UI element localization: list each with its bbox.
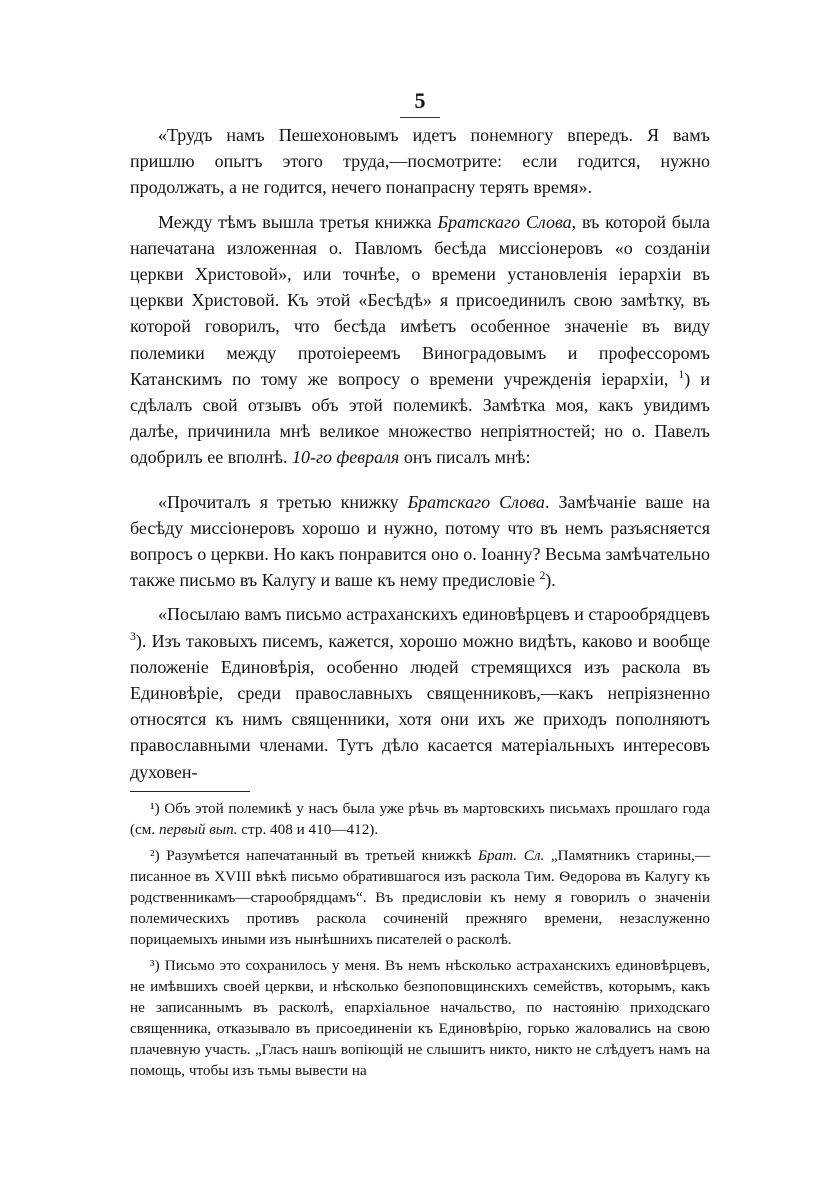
date-emphasis: 10-го февраля: [291, 447, 400, 468]
footnote-divider: [130, 791, 250, 792]
footnote-3: ³) Письмо это сохранилось у меня. Въ немъ нѣсколько астраханскихъ единовѣрцевъ, не имѣвшихъ своей церкви, и нѣсколько безпоповщинскихъ семействъ, которымъ, какъ не записаннымъ въ расколѣ, епархіальное начальство, по настоянію приходскаго священника, отказывало въ присоединеніи къ Единовѣрію, горько жаловались на свою плачевную участь. „Гласъ нашъ вопіющій не слышитъ никто, никто не слѣдуетъ намъ на помощь, чтобы изъ тьмы вывести на: [130, 956, 710, 1079]
footnotes: [130, 798, 710, 1081]
page: [130, 88, 710, 1081]
footnote-ref-1: 1: [678, 367, 685, 381]
footnote-ref-2: 2: [539, 569, 546, 583]
journal-title: Братскаго Слова: [437, 211, 572, 232]
page-number: 5: [130, 88, 710, 114]
footnote-1: ¹) Объ этой полемикѣ у насъ была уже рѣчь въ мартовскихъ письмахъ прошлаго года (см. первый вып. стр. 408 и 410—412).: [130, 799, 710, 838]
paragraph-2: Между тѣмъ вышла третья книжка Братскаго Слова, въ которой была напечатана изложенная о. Павломъ бесѣда миссіонеровъ «о созданіи церкви Христовой», или точнѣе, о времени установленія іерархіи въ церкви Христовой. Къ этой «Бесѣдѣ» я присоединилъ свою замѣтку, въ которой говорилъ, что бесѣда имѣетъ особенное значеніе въ виду полемики между протоіереемъ Виноградовымъ и профессоромъ Катанскимъ по тому же вопросу о времени учрежденія іерархіи, $^1$) и сдѣлалъ свой отзывъ объ этой полемикѣ. Замѣтка моя, какъ увидимъ далѣе, причинила мнѣ великое множество непріятностей; но о. Павелъ одобрилъ ее вполнѣ. 10-го февраля онъ писалъ мнѣ:: [130, 211, 711, 468]
paragraph-3: «Прочиталъ я третью книжку Братскаго Слова. Замѣчаніе ваше на бесѣду миссіонеровъ хорошо и нужно, потому что въ немъ разъясняется вопросъ о церкви. Но какъ понравится оно о. Іоанну? Весьма замѣчательно также письмо въ Калугу и ваше къ нему предисловіе $^2$).: [130, 491, 710, 591]
journal-title: Братскаго Слова: [407, 491, 545, 512]
paragraph-4: «Посылаю вамъ письмо астраханскихъ единовѣрцевъ и старообрядцевъ $^3$). Изъ таковыхъ писемъ, кажется, хорошо можно видѣть, каково и вообще положеніе Единовѣрія, особенно людей стремящихся изъ раскола въ Единовѣріе, среди православныхъ священниковъ,—какъ непріязненно относятся къ нимъ священники, хотя они ихъ же приходъ пополняютъ православными членами. Тутъ дѣло касается матеріальныхъ интересовъ духовен-: [130, 604, 710, 782]
footnote-ref-3: 3: [130, 629, 136, 643]
body-text: [130, 122, 710, 785]
footnote-2: ²) Разумѣется напечатанный въ третьей книжкѣ Брат. Сл. „Памятникъ старины,—писанное въ XVIII вѣкѣ письмо обратившагося изъ раскола Тим. Ѳедорова въ Калугу къ родственникамъ—старообрядцамъ“. Въ предисловіи къ нему я говорилъ о значеніи полемическихъ противъ раскола сочиненій прежняго времени, незаслуженно порицаемыхъ иными изъ нынѣшнихъ писателей о расколѣ.: [130, 846, 711, 948]
paragraph-1: «Трудъ намъ Пешехоновымъ идетъ понемногу впередъ. Я вамъ пришлю опытъ этого труда,—посмотрите: если годится, нужно продолжать, а не годится, нечего понапрасну терять время».: [130, 125, 710, 198]
